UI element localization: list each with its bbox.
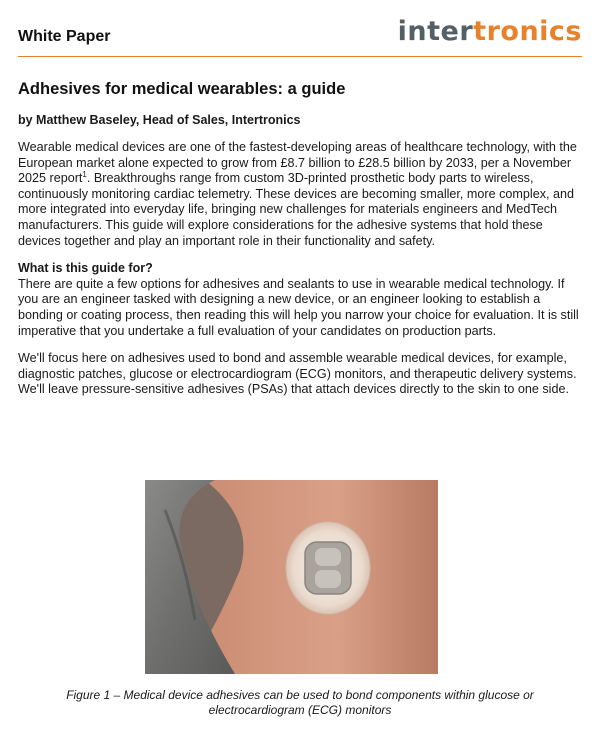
device-button-top [315, 548, 341, 566]
logo-text-inter: inter [397, 16, 474, 47]
article-body [18, 80, 584, 410]
intro-paragraph [18, 140, 584, 249]
logo-text-tronics: tronics [473, 16, 582, 47]
figure-caption: Figure 1 – Medical device adhesives can be used to bond components within glucose or electrocardiogram (ECG) monitors [66, 688, 534, 717]
figure-photo [145, 480, 438, 674]
intro-text-start: Wearable medical devices are one of the fastest-developing areas of healthcare technology, with the European market alone expected to grow from £8.7 billion to £28.5 billion by 2033, per a November 2025 report [18, 140, 577, 186]
section-paragraph-2: We'll focus here on adhesives used to bond and assemble wearable medical devices, for example, diagnostic patches, glucose or electrocardiogram (ECG) monitors, and therapeutic delivery systems. We'll leave pressure-sensitive adhesives (PSAs) that attach devices directly to the skin to one side. [18, 351, 577, 397]
arm-with-device-photo [145, 480, 438, 674]
intro-text-end: . Breakthroughs range from custom 3D-printed prosthetic body parts to wireless, continuously monitoring cardiac telemetry. These devices are becoming smaller, more complex, and more integrated into everyday life, bringing new challenges for materials engineers and MedTech manufacturers. This guide will explore considerations for the adhesive systems that hold these devices together and play an important role in their functionality and safety. [18, 171, 575, 248]
section-heading: What is this guide for? [18, 261, 153, 276]
intertronics-logo [398, 16, 582, 47]
article-title: Adhesives for medical wearables: a guide [18, 80, 346, 98]
article-byline: by Matthew Baseley, Head of Sales, Intertronics [18, 113, 301, 127]
device-button-bottom [315, 570, 341, 588]
page-header [18, 14, 582, 57]
footnote-reference[interactable]: 1 [82, 170, 87, 179]
section-paragraph-1: There are quite a few options for adhesives and sealants to use in wearable medical technology. If you are an engineer tasked with designing a new device, or an engineer looking to establish a bonding or coating process, then reading this will help you narrow your choice for evaluation. It is still imperative that you undertake a full evaluation of your candidates on production parts. [18, 276, 579, 338]
document-type-label: White Paper [18, 28, 111, 45]
